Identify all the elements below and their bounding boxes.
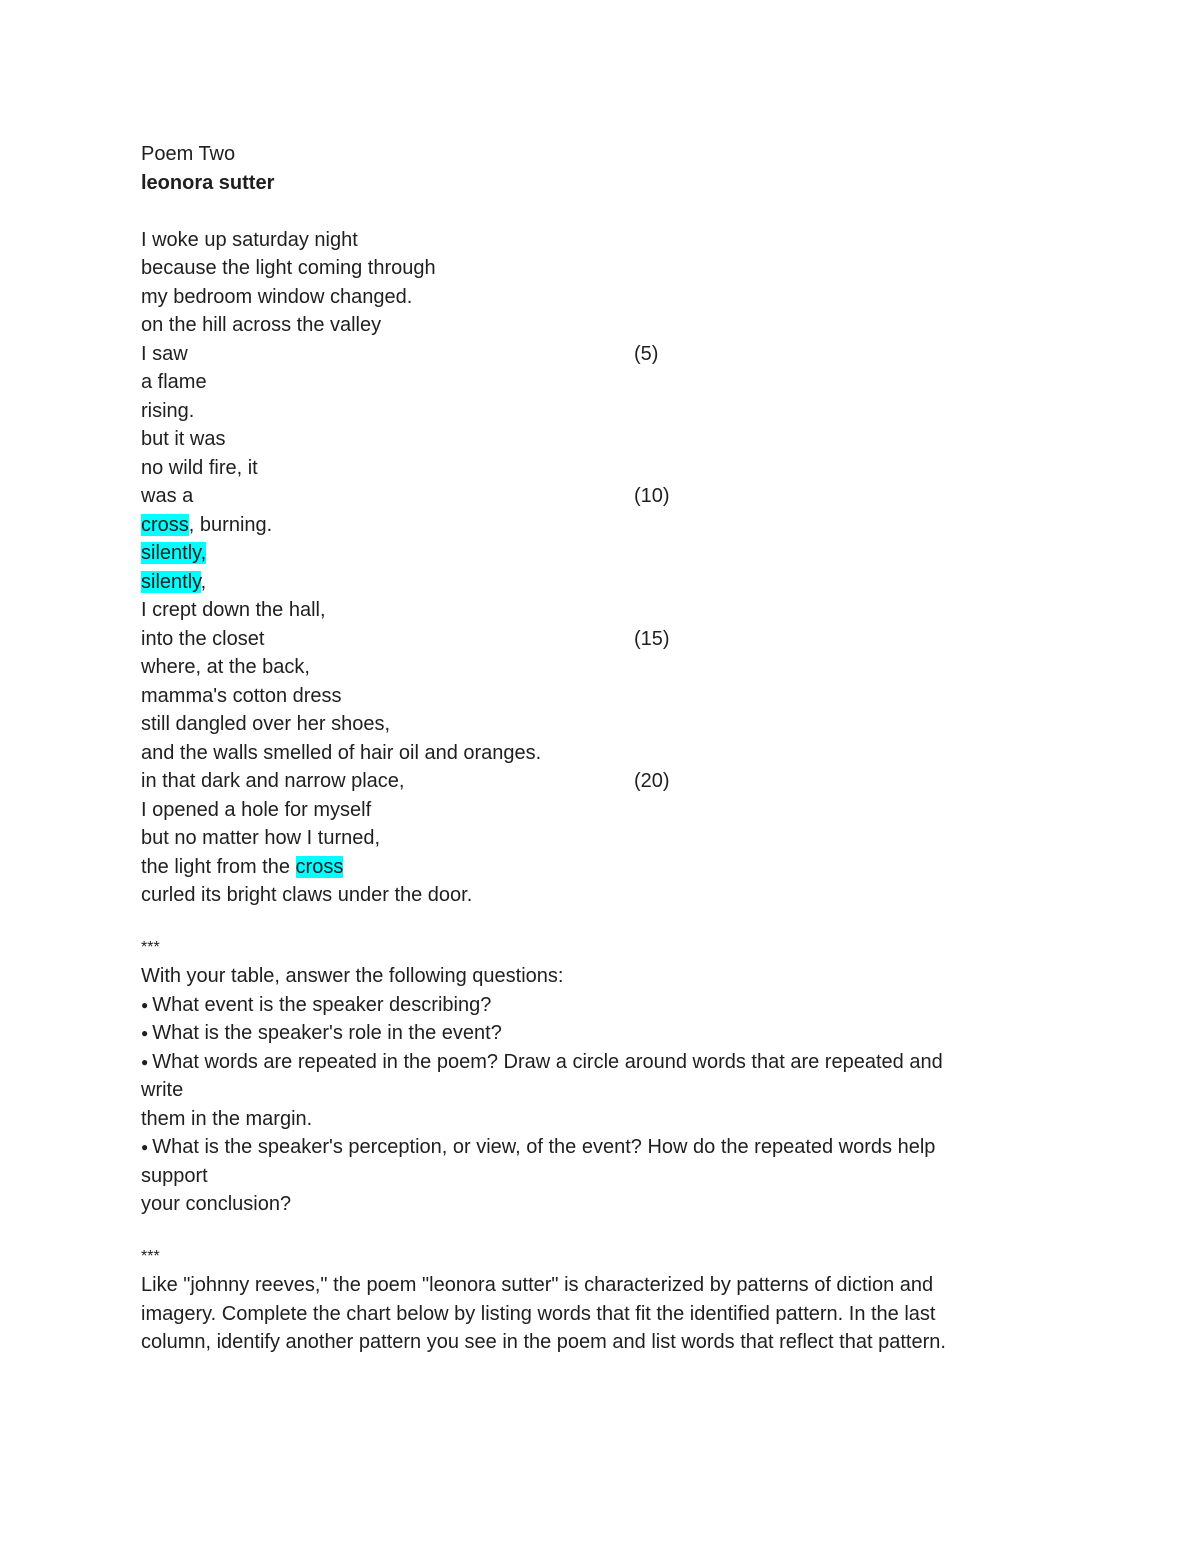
line-number: (15): [634, 627, 670, 650]
poem-line: [141, 482, 1041, 511]
poem-line: a flame: [141, 371, 207, 393]
poem-line: my bedroom window changed.: [141, 285, 413, 308]
poem-line: but it was: [141, 428, 226, 450]
section-separator: ***: [141, 1247, 160, 1265]
spacer: [141, 1219, 1041, 1243]
question-text: What is the speaker's perception, or view, of the event? How do the repeated words help: [152, 1136, 936, 1158]
poem-line-text: the light from the: [141, 855, 296, 878]
poem-line-text: was a: [141, 485, 194, 507]
poem-line-text: ,: [200, 570, 207, 593]
question-continuation: write: [141, 1079, 184, 1101]
document-page: [141, 140, 1041, 1357]
poem-line: curled its bright claws under the door.: [141, 884, 473, 906]
bullet-icon: ●: [141, 1140, 149, 1154]
highlighted-word: silently,: [141, 542, 207, 564]
poem-line: because the light coming through: [141, 257, 436, 279]
chart-task-section: [141, 1243, 1041, 1357]
poem-line: and the walls smelled of hair oil and oranges.: [141, 741, 542, 764]
poem-line: [141, 340, 1041, 369]
poem-line: still dangled over her shoes,: [141, 713, 391, 735]
poem-line: [141, 625, 1041, 654]
question-item: [141, 991, 1041, 1020]
poem-line: no wild fire, it: [141, 456, 258, 479]
highlighted-word: silently: [141, 570, 201, 593]
poem-line-text: I saw: [141, 342, 188, 365]
poem-body: [141, 226, 1041, 910]
instruction-line: imagery. Complete the chart below by listing words that fit the identified pattern. In the last: [141, 1302, 936, 1325]
poem-line-text: in that dark and narrow place,: [141, 770, 405, 792]
bullet-icon: ●: [141, 1026, 149, 1040]
line-number: (5): [634, 342, 659, 365]
poem-line: [141, 539, 1041, 568]
question-text: What event is the speaker describing?: [152, 993, 492, 1016]
questions-intro: With your table, answer the following questions:: [141, 965, 564, 987]
poem-line: mamma's cotton dress: [141, 684, 342, 707]
line-number: (20): [634, 770, 670, 792]
question-text: What is the speaker's role in the event?: [152, 1022, 502, 1044]
poem-line-text: , burning.: [188, 513, 273, 536]
poem-line: [141, 853, 1041, 882]
poem-line: but no matter how I turned,: [141, 827, 381, 849]
spacer: [141, 910, 1041, 934]
poem-line-text: into the closet: [141, 627, 265, 650]
poem-line: [141, 511, 1041, 540]
question-item: [141, 1048, 1041, 1077]
bullet-icon: ●: [141, 997, 149, 1012]
question-continuation: them in the margin.: [141, 1107, 313, 1130]
instruction-line: column, identify another pattern you see in the poem and list words that reflect that pattern.: [141, 1331, 946, 1353]
poem-line: I woke up saturday night: [141, 228, 358, 251]
poem-line: [141, 568, 1041, 597]
poem-line: where, at the back,: [141, 656, 310, 678]
page-title: Poem Two: [141, 143, 236, 165]
poem-line: [141, 767, 1041, 796]
question-continuation: support: [141, 1164, 208, 1187]
question-continuation: your conclusion?: [141, 1193, 292, 1215]
poem-line: on the hill across the valley: [141, 314, 382, 336]
instruction-line: Like "johnny reeves," the poem "leonora sutter" is characterized by patterns of diction and: [141, 1274, 934, 1296]
highlighted-word: cross: [295, 855, 344, 878]
bullet-icon: ●: [141, 1054, 149, 1069]
highlighted-word: cross: [141, 513, 189, 536]
poem-line: rising.: [141, 399, 195, 422]
poem-title: leonora sutter: [141, 171, 275, 194]
poem-line: I opened a hole for myself: [141, 798, 372, 821]
question-item: [141, 1133, 1041, 1162]
question-text: What words are repeated in the poem? Draw a circle around words that are repeated and: [152, 1050, 943, 1073]
question-item: [141, 1019, 1041, 1048]
poem-line: I crept down the hall,: [141, 599, 326, 621]
questions-section: [141, 934, 1041, 1219]
section-separator: ***: [141, 938, 160, 956]
spacer: [141, 197, 1041, 226]
line-number: (10): [634, 485, 670, 507]
